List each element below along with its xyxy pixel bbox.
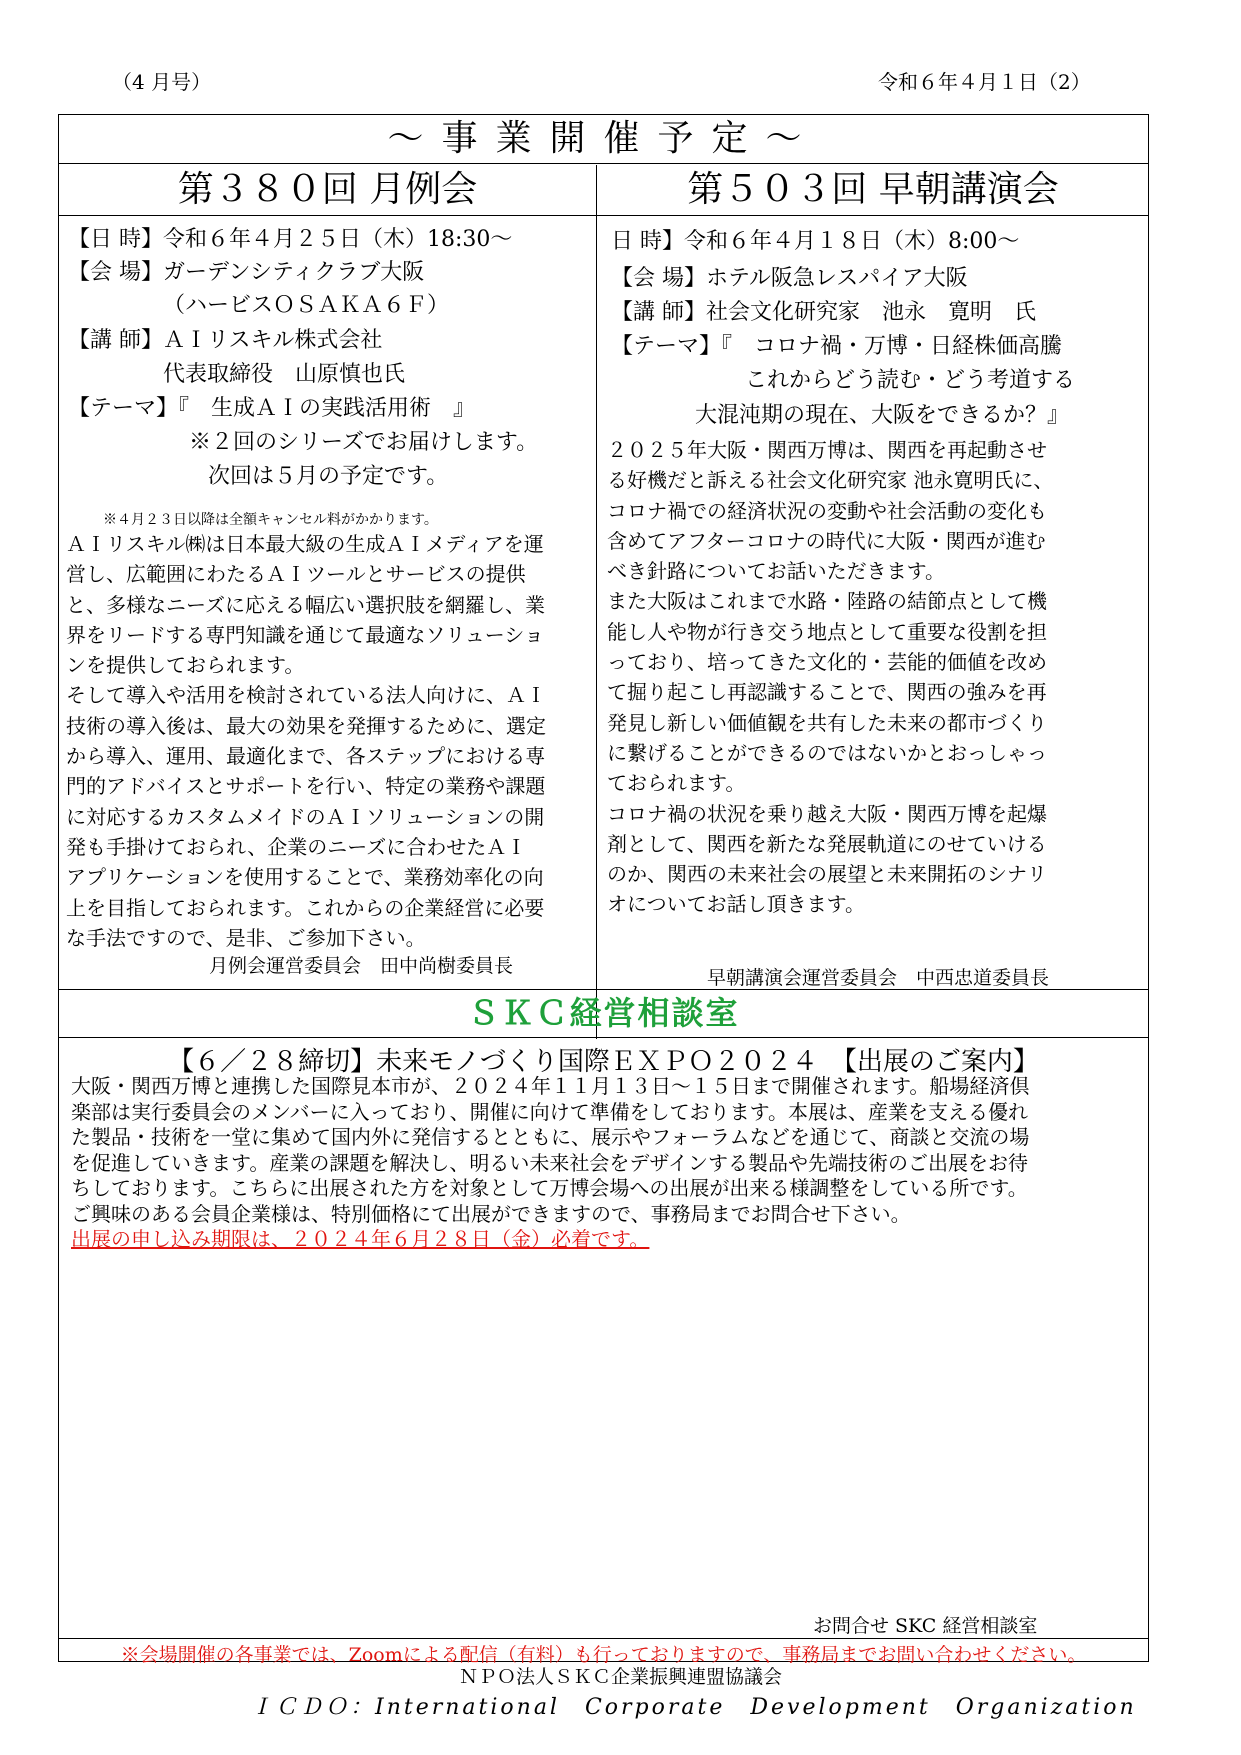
issue-label: （4 月号） xyxy=(112,70,212,94)
morning-lecture-title: 第５０３回 早朝講演会 xyxy=(687,169,1059,210)
text-line: な手法ですので、是非、ご参加下さい。 xyxy=(66,925,426,950)
text-line: コロナ禍の状況を乗り越え大阪・関西万博を起爆 xyxy=(607,801,1047,826)
text-line: っており、培ってきた文化的・芸能的価値を改め xyxy=(607,650,1047,675)
text-line: オについてお話し頂きます。 xyxy=(607,892,865,917)
text-line: ちしております。こちらに出展された方を対象として万博会場への出展が出来る様調整をしている所です。 xyxy=(71,1176,1028,1200)
text-line: 能し人や物が行き交う地点として重要な役割を担 xyxy=(607,619,1047,644)
meeting-signature: 月例会運営委員会 田中尚樹委員長 xyxy=(209,955,514,977)
lecture-speaker: 【講 師】社会文化研究家 池永 寛明 氏 xyxy=(611,300,1036,325)
meeting-venue-detail: （ハービスＯＳＡＫＡ６Ｆ） xyxy=(163,293,450,318)
events-banner: ～事業開催予定～ xyxy=(387,118,820,159)
text-line: と、多様なニーズに応える幅広い選択肢を網羅し、業 xyxy=(66,592,545,617)
lecture-signature: 早朝講演会運営委員会 中西忠道委員長 xyxy=(707,967,1050,989)
meeting-venue: 【会 場】ガーデンシティクラブ大阪 xyxy=(68,260,425,285)
divider xyxy=(59,1638,1148,1639)
text-line: に繋げることができるのではないかとおっしゃっ xyxy=(607,740,1047,765)
text-line: ンを提供しておられます。 xyxy=(66,653,305,678)
divider xyxy=(59,215,1148,216)
meeting-date: 【日 時】令和６年４月２５日（木）18:30～ xyxy=(68,227,513,252)
text-line: のか、関西の未来社会の展望と未来開拓のシナリ xyxy=(607,862,1047,887)
expo-title: 【６／２８締切】未来モノづくり国際ＥＸＰＯ２０２４ 【出展のご案内】 xyxy=(168,1047,1039,1077)
text-line: また大阪はこれまで水路・陸路の結節点として機 xyxy=(607,589,1047,614)
text-line: べき針路についてお話いただきます。 xyxy=(607,559,945,584)
lecture-date: 日 時】令和６年４月１８日（木）8:00～ xyxy=(611,229,1020,254)
text-line: 含めてアフターコロナの時代に大阪・関西が進む xyxy=(607,528,1046,553)
text-line: 上を目指しておられます。これからの企業経営に必要 xyxy=(66,895,545,920)
meeting-description xyxy=(66,529,546,953)
cancel-note: ※４月２３日以降は全額キャンセル料がかかります。 xyxy=(103,512,438,528)
icdo-name: ＩＣＤＯ：International Corporate Development Organization xyxy=(250,1695,1137,1720)
text-line: コロナ禍での経済状況の変動や社会活動の変化も xyxy=(607,498,1047,523)
text-line: から導入、運用、最適化まで、各ステップにおける専 xyxy=(66,744,546,769)
meeting-speaker-title: 代表取締役 山原慎也氏 xyxy=(163,362,406,387)
text-line: 技術の導入後は、最大の効果を発揮するために、選定 xyxy=(66,713,546,738)
text-line: アプリケーションを使用することで、業務効率化の向 xyxy=(66,865,544,890)
meeting-next-note: 次回は５月の予定です。 xyxy=(208,464,449,489)
text-line: ＡＩリスキル㈱は日本最大級の生成ＡＩメディアを運 xyxy=(66,532,544,556)
text-line: 発も手掛けておられ、企業のニーズに合わせたＡＩ xyxy=(66,834,527,859)
text-line: そして導入や活用を検討されている法人向けに、ＡＩ xyxy=(66,683,546,708)
expo-deadline: 出展の申し込み期限は、２０２４年６月２８日（金）必着です。 xyxy=(71,1227,650,1251)
lecture-theme-line2: これからどう読む・どう考道する xyxy=(745,368,1076,393)
monthly-meeting-title: 第３８０回 月例会 xyxy=(177,169,478,210)
consult-contact: お問合せ SKC 経営相談室 xyxy=(813,1615,1038,1637)
text-line: 剤として、関西を新たな発展軌道にのせていける xyxy=(607,831,1047,856)
text-line: 楽部は実行委員会のメンバーに入っており、開催に向けて準備をしております。本展は、産業を支える優れ xyxy=(71,1099,1028,1124)
meeting-speaker: 【講 師】ＡＩリスキル株式会社 xyxy=(68,328,383,353)
text-line: を促進していきます。産業の課題を解決し、明るい未来社会をデザインする製品や先端技術のご出展をお待 xyxy=(71,1150,1028,1175)
text-line: ておられます。 xyxy=(607,771,746,796)
meeting-theme: 【テーマ】『 生成ＡＩの実践活用術 』 xyxy=(68,396,476,421)
text-line: る好機だと訴える社会文化研究家 池永寛明氏に、 xyxy=(607,468,1054,493)
text-line: に対応するカスタムメイドのＡＩソリューションの開 xyxy=(66,804,545,829)
text-line: 発見し新しい価値観を共有した未来の都市づくり xyxy=(607,710,1047,735)
consult-title: ＳＫＣ経営相談室 xyxy=(467,994,740,1032)
lecture-description xyxy=(607,435,1053,920)
meeting-series-note: ※２回のシリーズでお届けします。 xyxy=(189,430,539,455)
zoom-notice: ※会場開催の各事業では、Zoomによる配信（有料）も行っておりますので、事務局までお問い合わせください。 xyxy=(120,1644,1087,1666)
divider xyxy=(59,163,1148,164)
text-line: て掘り起こし再認識することで、関西の強みを再 xyxy=(607,680,1047,705)
lecture-venue: 【会 場】ホテル阪急レスパイア大阪 xyxy=(611,266,968,291)
divider xyxy=(59,989,1148,990)
expo-description xyxy=(71,1074,1029,1253)
column-divider xyxy=(596,165,597,1039)
text-line: 大阪・関西万博と連携した国際見本市が、２０２４年１１月１３日～１５日まで開催されます。船場経済倶 xyxy=(71,1074,1030,1098)
org-name: ＮＰＯ法人ＳＫＣ企業振興連盟協議会 xyxy=(458,1666,782,1688)
text-line: ご興味のある会員企業様は、特別価格にて出展ができますので、事務局までお問合せ下さい。 xyxy=(71,1201,911,1226)
lecture-theme-line3: 大混沌期の現在、大阪をできるか？』 xyxy=(695,403,1070,428)
divider xyxy=(59,1037,1148,1038)
text-line: ２０２５年大阪・関西万博は、関西を再起動させ xyxy=(607,438,1047,462)
newsletter-frame xyxy=(58,114,1149,1666)
text-line: 営し、広範囲にわたるＡＩツールとサービスの提供 xyxy=(66,562,526,587)
text-line: 界をリードする専門知識を通じて最適なソリューショ xyxy=(66,622,544,647)
text-line: 門的アドバイスとサポートを行い、特定の業務や課題 xyxy=(66,774,546,799)
lecture-theme: 【テーマ】『 コロナ禍・万博・日経株価高騰 xyxy=(611,334,1063,359)
text-line: た製品・技術を一堂に集めて国内外に発信するとともに、展示やフォーラムなどを通じて、商談と交流の場 xyxy=(71,1125,1030,1149)
issue-date: 令和６年４月１日（2） xyxy=(878,70,1091,94)
